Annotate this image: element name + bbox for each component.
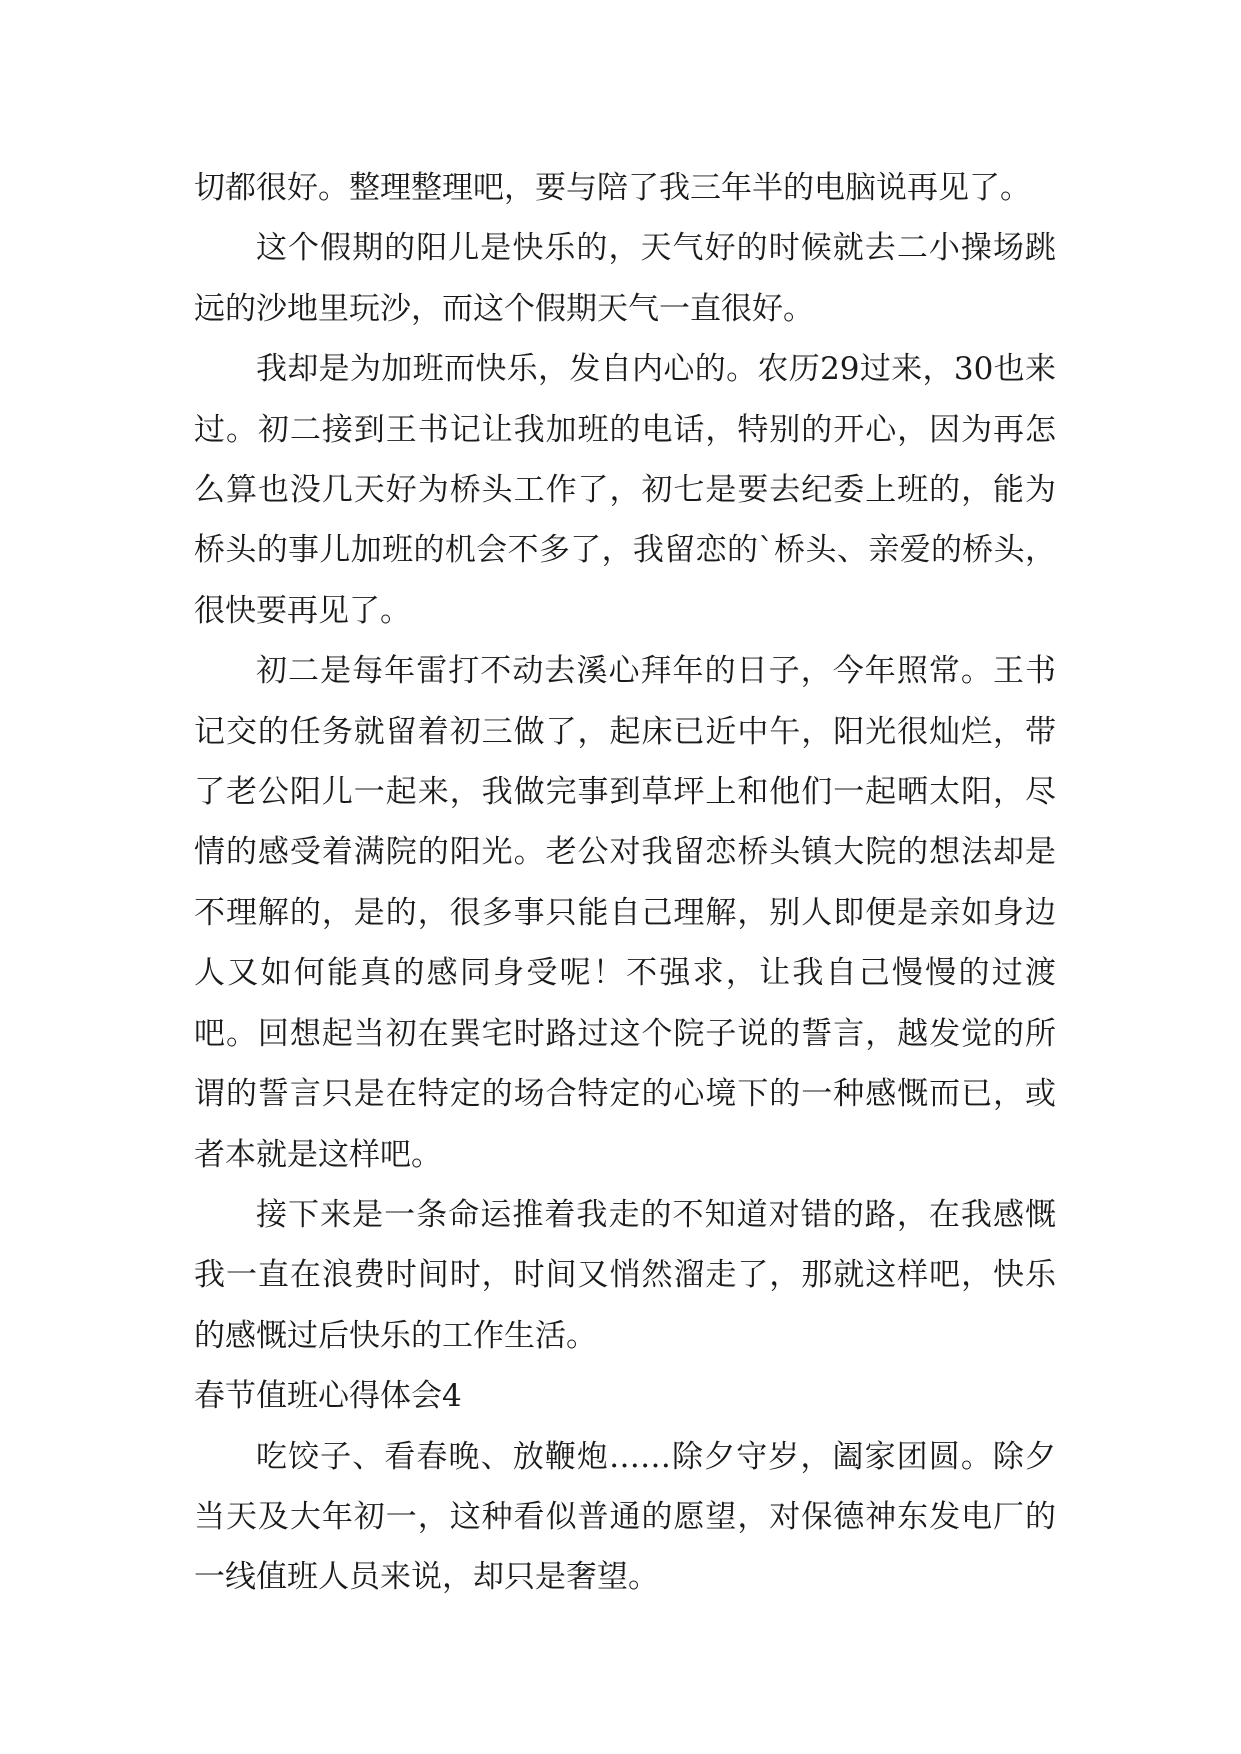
section-heading: 春节值班心得体会4 (194, 1378, 462, 1415)
paragraph: 我却是为加班而快乐，发自内心的。农历29过来，30也来过。初二接到王书记让我加班的电话，特别的开心，因为再怎么算也没几天好为桥头工作了，初七是要去纪委上班的，能为桥头的事儿加班的机会不多了，我留恋的`桥头、亲爱的桥头，很快要再见了。 (194, 351, 1056, 629)
paragraph-continuation: 切都很好。整理整理吧，要与陪了我三年半的电脑说再见了。 (194, 170, 1031, 206)
document-body (194, 158, 1056, 1608)
paragraph: 初二是每年雷打不动去溪心拜年的日子，今年照常。王书记交的任务就留着初三做了，起床已近中午，阳光很灿烂，带了老公阳儿一起来，我做完事到草坪上和他们一起晒太阳，尽情的感受着满院的阳光。老公对我留恋桥头镇大院的想法却是不理解的，是的，很多事只能自己理解，别人即便是亲如身边人又如何能真的感同身受呢！不强求，让我自己慢慢的过渡吧。回想起当初在巽宅时路过这个院子说的誓言，越发觉的所谓的誓言只是在特定的场合特定的心境下的一种感慨而已，或者本就是这样吧。 (194, 653, 1056, 1173)
paragraph: 这个假期的阳儿是快乐的，天气好的时候就去二小操场跳远的沙地里玩沙，而这个假期天气一直很好。 (194, 230, 1056, 327)
paragraph: 吃饺子、看春晚、放鞭炮……除夕守岁，阖家团圆。除夕当天及大年初一，这种看似普通的愿望，对保德神东发电厂的一线值班人员来说，却只是奢望。 (194, 1438, 1056, 1596)
paragraph: 接下来是一条命运推着我走的不知道对错的路，在我感慨我一直在浪费时间时，时间又悄然溜走了，那就这样吧，快乐的感慨过后快乐的工作生活。 (194, 1196, 1056, 1354)
